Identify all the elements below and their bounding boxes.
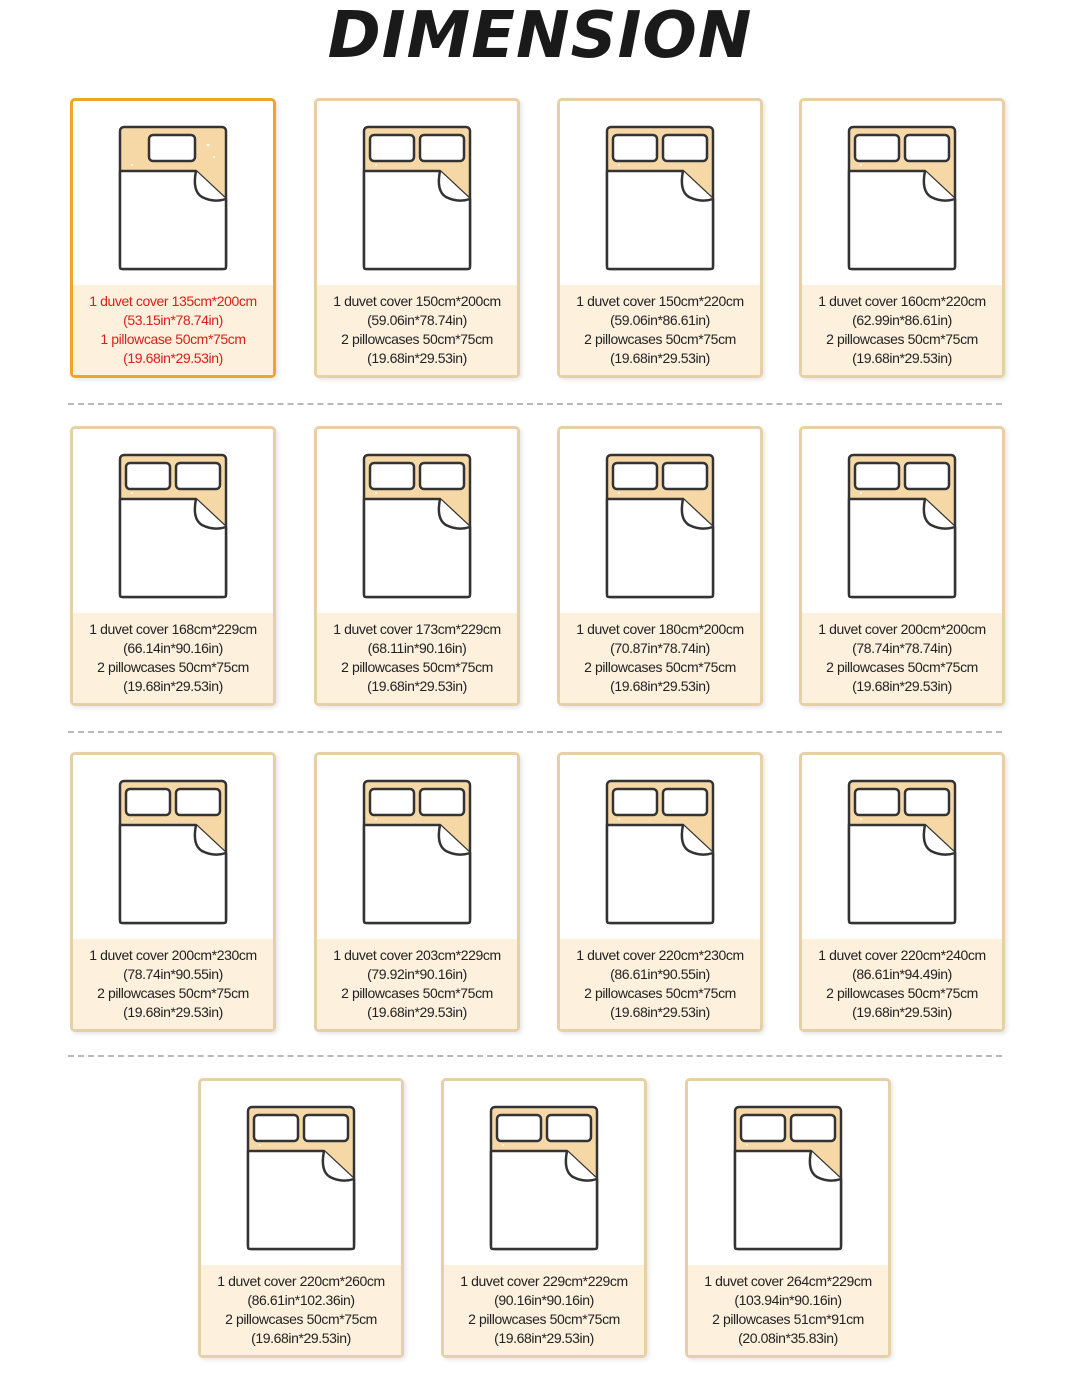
- size-caption: [73, 285, 273, 375]
- caption-duvet-in: (78.74in*90.55in): [123, 966, 223, 982]
- caption-pillow-in: (19.68in*29.53in): [123, 350, 223, 366]
- caption-pillow-in: (19.68in*29.53in): [610, 350, 710, 366]
- bed-with-pillows-icon: [605, 453, 715, 599]
- size-caption: [560, 939, 760, 1029]
- caption-pillow: 2 pillowcases 50cm*75cm: [97, 985, 249, 1001]
- size-option-card[interactable]: [557, 752, 763, 1032]
- size-option-card[interactable]: [799, 752, 1005, 1032]
- bed-icon: [362, 453, 472, 604]
- caption-duvet-in: (59.06in*78.74in): [367, 312, 467, 328]
- size-option-card[interactable]: [685, 1078, 891, 1358]
- caption-pillow-in: (19.68in*29.53in): [852, 1004, 952, 1020]
- size-caption: [317, 613, 517, 703]
- bed-with-pillows-icon: [118, 779, 228, 925]
- size-option-card[interactable]: [314, 426, 520, 706]
- caption-pillow-in: (19.68in*29.53in): [367, 1004, 467, 1020]
- bed-with-pillows-icon: [733, 1105, 843, 1251]
- size-caption: [802, 285, 1002, 375]
- bed-icon: [362, 125, 472, 276]
- caption-pillow-in: (19.68in*29.53in): [251, 1330, 351, 1346]
- caption-duvet-in: (68.11in*90.16in): [367, 640, 467, 656]
- caption-pillow: 1 pillowcase 50cm*75cm: [100, 331, 246, 347]
- bed-icon: [733, 1105, 843, 1256]
- bed-icon: [605, 125, 715, 276]
- caption-duvet-in: (78.74in*78.74in): [852, 640, 952, 656]
- caption-pillow: 2 pillowcases 50cm*75cm: [341, 659, 493, 675]
- bed-with-pillows-icon: [118, 453, 228, 599]
- caption-pillow-in: (19.68in*29.53in): [852, 678, 952, 694]
- caption-pillow: 2 pillowcases 50cm*75cm: [468, 1311, 620, 1327]
- caption-duvet: 1 duvet cover 150cm*220cm: [576, 293, 744, 309]
- row-divider: [68, 403, 1002, 405]
- bed-icon: [118, 453, 228, 604]
- size-caption: [444, 1265, 644, 1355]
- bed-with-pillows-icon: [847, 125, 957, 271]
- page-title: DIMENSION: [327, 0, 753, 73]
- size-option-card[interactable]: [314, 752, 520, 1032]
- caption-duvet-in: (79.92in*90.16in): [367, 966, 467, 982]
- size-option-card[interactable]: [799, 426, 1005, 706]
- size-option-card[interactable]: [441, 1078, 647, 1358]
- caption-duvet-in: (59.06in*86.61in): [610, 312, 710, 328]
- caption-pillow-in: (19.68in*29.53in): [610, 678, 710, 694]
- size-caption: [802, 939, 1002, 1029]
- caption-pillow: 2 pillowcases 50cm*75cm: [584, 331, 736, 347]
- bed-icon: [118, 125, 228, 276]
- caption-pillow: 2 pillowcases 50cm*75cm: [341, 331, 493, 347]
- bed-with-pillows-icon: [246, 1105, 356, 1251]
- bed-icon: [605, 779, 715, 930]
- size-caption: [201, 1265, 401, 1355]
- bed-icon: [362, 779, 472, 930]
- caption-pillow: 2 pillowcases 50cm*75cm: [584, 659, 736, 675]
- size-option-card[interactable]: [70, 426, 276, 706]
- bed-with-pillows-icon: [489, 1105, 599, 1251]
- bed-icon: [847, 779, 957, 930]
- size-option-card[interactable]: [557, 426, 763, 706]
- bed-icon: [118, 779, 228, 930]
- caption-pillow-in: (19.68in*29.53in): [494, 1330, 594, 1346]
- bed-with-pillows-icon: [847, 453, 957, 599]
- bed-with-pillows-icon: [118, 125, 228, 271]
- caption-duvet: 1 duvet cover 220cm*240cm: [818, 947, 986, 963]
- bed-icon: [605, 453, 715, 604]
- caption-duvet: 1 duvet cover 135cm*200cm: [89, 293, 257, 309]
- caption-pillow: 2 pillowcases 50cm*75cm: [97, 659, 249, 675]
- caption-duvet: 1 duvet cover 264cm*229cm: [704, 1273, 872, 1289]
- bed-with-pillows-icon: [362, 779, 472, 925]
- caption-duvet-in: (103.94in*90.16in): [734, 1292, 842, 1308]
- caption-duvet-in: (66.14in*90.16in): [123, 640, 223, 656]
- caption-duvet: 1 duvet cover 168cm*229cm: [89, 621, 257, 637]
- caption-duvet: 1 duvet cover 229cm*229cm: [460, 1273, 628, 1289]
- size-caption: [802, 613, 1002, 703]
- size-option-card[interactable]: [70, 98, 276, 378]
- bed-with-pillows-icon: [847, 779, 957, 925]
- caption-pillow: 2 pillowcases 50cm*75cm: [584, 985, 736, 1001]
- caption-pillow-in: (19.68in*29.53in): [367, 678, 467, 694]
- bed-icon: [847, 453, 957, 604]
- caption-duvet-in: (53.15in*78.74in): [123, 312, 223, 328]
- caption-pillow: 2 pillowcases 50cm*75cm: [826, 659, 978, 675]
- bed-icon: [489, 1105, 599, 1256]
- caption-pillow-in: (19.68in*29.53in): [852, 350, 952, 366]
- caption-pillow-in: (19.68in*29.53in): [123, 1004, 223, 1020]
- size-caption: [688, 1265, 888, 1355]
- size-caption: [73, 613, 273, 703]
- caption-duvet: 1 duvet cover 200cm*230cm: [89, 947, 257, 963]
- size-caption: [317, 939, 517, 1029]
- bed-with-pillows-icon: [605, 125, 715, 271]
- caption-pillow-in: (19.68in*29.53in): [123, 678, 223, 694]
- bed-with-pillows-icon: [362, 125, 472, 271]
- bed-with-pillows-icon: [362, 453, 472, 599]
- caption-pillow: 2 pillowcases 50cm*75cm: [826, 331, 978, 347]
- caption-pillow-in: (19.68in*29.53in): [610, 1004, 710, 1020]
- size-option-card[interactable]: [198, 1078, 404, 1358]
- caption-duvet: 1 duvet cover 203cm*229cm: [333, 947, 501, 963]
- size-option-card[interactable]: [314, 98, 520, 378]
- caption-duvet: 1 duvet cover 180cm*200cm: [576, 621, 744, 637]
- caption-pillow: 2 pillowcases 50cm*75cm: [826, 985, 978, 1001]
- bed-with-pillows-icon: [605, 779, 715, 925]
- caption-duvet: 1 duvet cover 200cm*200cm: [818, 621, 986, 637]
- size-caption: [560, 613, 760, 703]
- caption-duvet-in: (86.61in*90.55in): [610, 966, 710, 982]
- size-caption: [317, 285, 517, 375]
- caption-duvet-in: (86.61in*94.49in): [852, 966, 952, 982]
- caption-duvet-in: (90.16in*90.16in): [494, 1292, 594, 1308]
- bed-icon: [847, 125, 957, 276]
- caption-duvet: 1 duvet cover 150cm*200cm: [333, 293, 501, 309]
- row-divider: [68, 731, 1002, 733]
- caption-pillow-in: (20.08in*35.83in): [738, 1330, 838, 1346]
- caption-pillow: 2 pillowcases 51cm*91cm: [712, 1311, 864, 1327]
- caption-pillow-in: (19.68in*29.53in): [367, 350, 467, 366]
- size-caption: [73, 939, 273, 1029]
- caption-duvet: 1 duvet cover 160cm*220cm: [818, 293, 986, 309]
- bed-icon: [246, 1105, 356, 1256]
- size-option-card[interactable]: [557, 98, 763, 378]
- size-caption: [560, 285, 760, 375]
- caption-duvet-in: (86.61in*102.36in): [247, 1292, 355, 1308]
- caption-duvet: 1 duvet cover 220cm*260cm: [217, 1273, 385, 1289]
- caption-duvet-in: (62.99in*86.61in): [852, 312, 952, 328]
- caption-pillow: 2 pillowcases 50cm*75cm: [341, 985, 493, 1001]
- row-divider: [68, 1055, 1002, 1057]
- caption-duvet-in: (70.87in*78.74in): [610, 640, 710, 656]
- size-option-card[interactable]: [799, 98, 1005, 378]
- caption-duvet: 1 duvet cover 220cm*230cm: [576, 947, 744, 963]
- size-option-card[interactable]: [70, 752, 276, 1032]
- caption-duvet: 1 duvet cover 173cm*229cm: [333, 621, 501, 637]
- caption-pillow: 2 pillowcases 50cm*75cm: [225, 1311, 377, 1327]
